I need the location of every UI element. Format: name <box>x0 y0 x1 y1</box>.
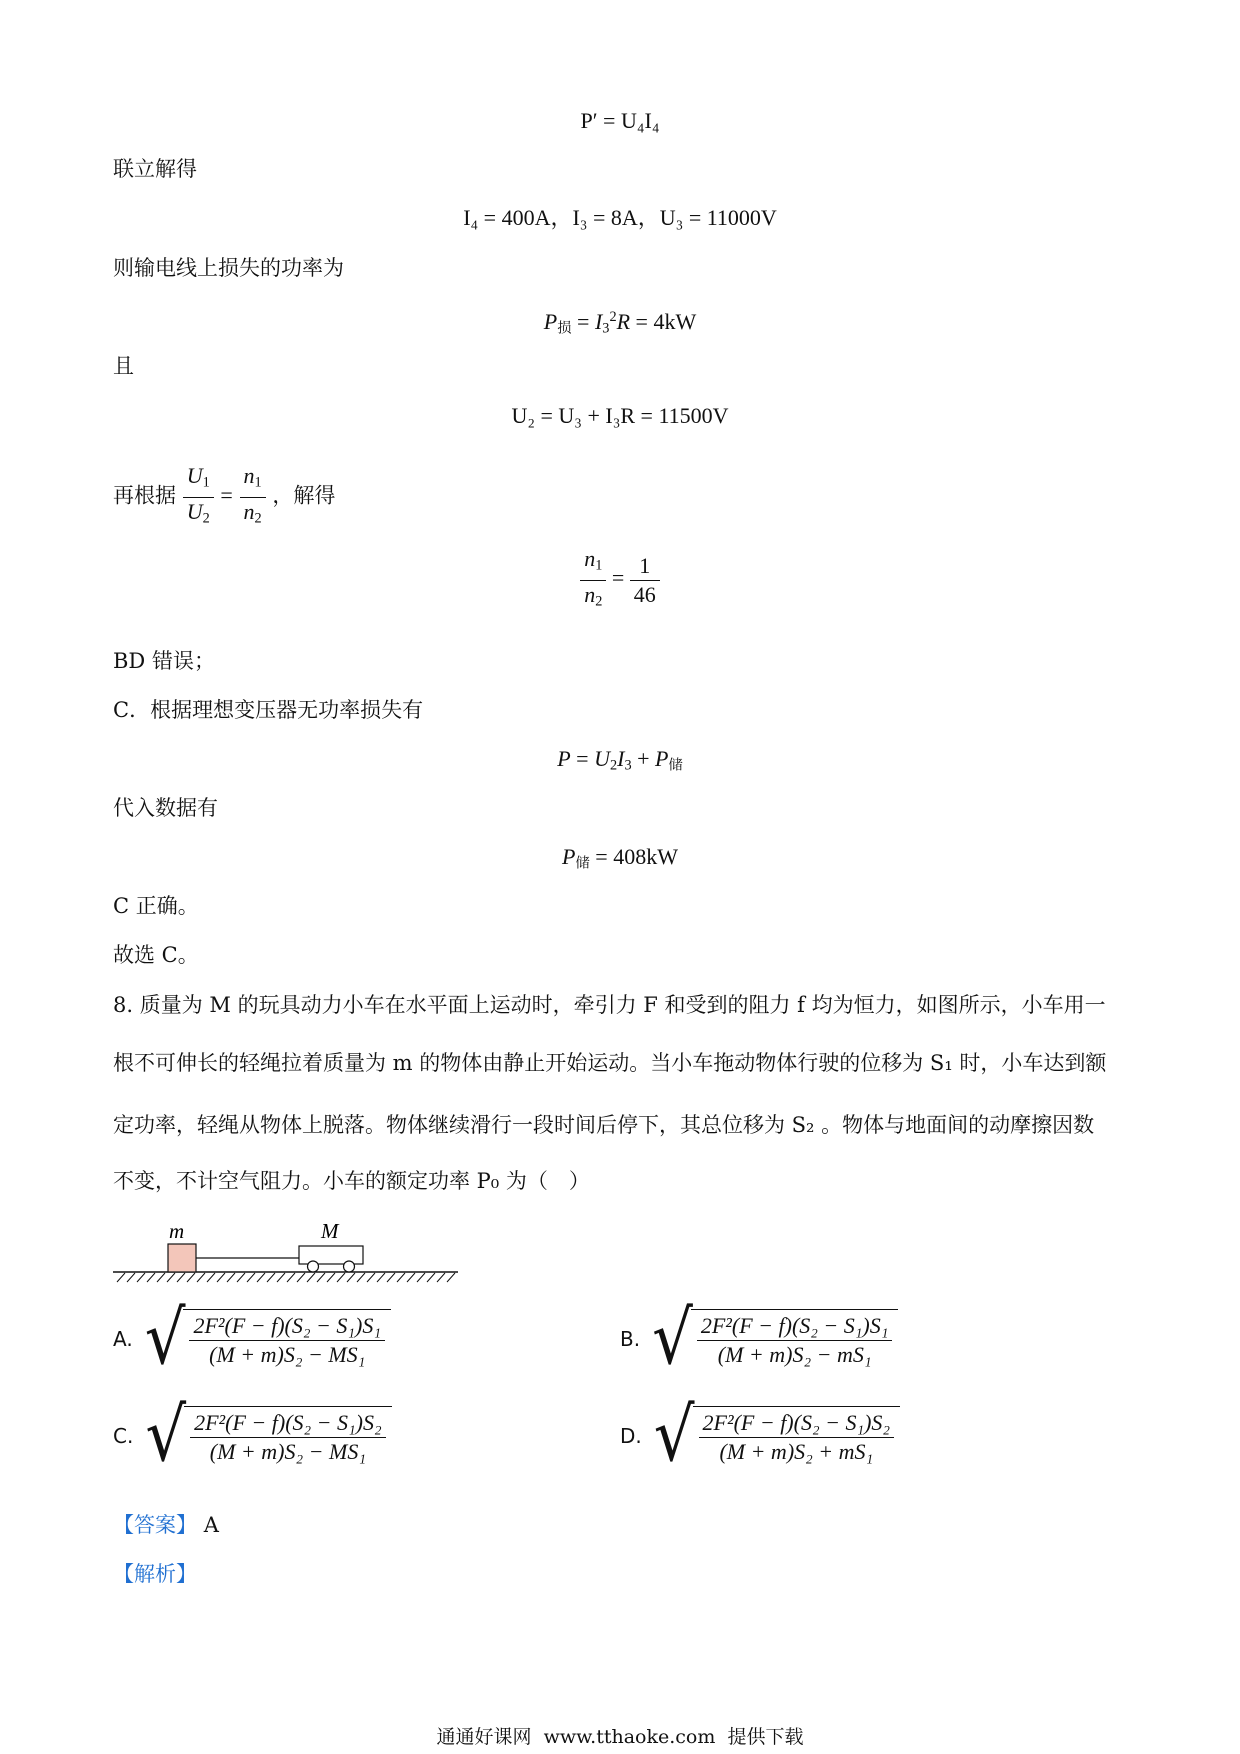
option-a[interactable]: A. √ $\frac{\text{2F²(F − f)(S₂ − S₁)S₁}}{\text{(M + m)S₂ − MS₁}}$ <box>113 1307 391 1371</box>
text-again: 再根据 $\frac{U_1}{U_2}$ = $\frac{n_1}{n_2}$ ，解得 <box>113 462 335 526</box>
option-d-denominator: (M + m)S₂ + mS₁ <box>719 1439 874 1464</box>
text-substitute: 代入数据有 <box>113 796 218 820</box>
p-loss-subscript: 损 <box>557 320 572 337</box>
equation-u2: U₂ = U₃ + I₃R = 11500V <box>511 403 729 428</box>
answer-value: A <box>203 1513 219 1537</box>
text-combine: 联立解得 <box>113 157 197 181</box>
option-d-numerator: 2F²(F − f)(S₂ − S₁)S₂ <box>699 1409 895 1438</box>
option-c-denominator: (M + m)S₂ − MS₁ <box>209 1439 366 1464</box>
label-m: m <box>169 1219 185 1243</box>
p-store-result: = 408kW <box>595 844 678 869</box>
answer-tag: 【答案】 <box>113 1513 197 1537</box>
text-loss-intro: 则输电线上损失的功率为 <box>113 256 344 280</box>
ground-hatching <box>117 1273 455 1282</box>
analysis-tag: 【解析】 <box>113 1562 197 1586</box>
equation-p-total: $P = U_2I_3 + P_储$ <box>557 746 683 774</box>
answer-line <box>113 1512 219 1538</box>
cart-wheel-left <box>308 1261 319 1272</box>
option-c[interactable]: C. √ $\frac{\text{2F²(F − f)(S₂ − S₁)S₂}}{\text{(M + m)S₂ − MS₁}}$ <box>113 1404 392 1468</box>
fraction-u1-u2: $\frac{U_1}{U_2}$ <box>183 462 214 532</box>
text-and: 且 <box>113 354 134 378</box>
equation-values: I₄ = 400A，I₃ = 8A，U₃ = 11000V <box>463 205 777 230</box>
equation-ratio: $\frac{n_1}{n_2}$ = $\frac{1}{46}$ <box>0 545 1240 615</box>
question-line-1: 8. 质量为 M 的玩具动力小车在水平面上运动时，牵引力 F 和受到的阻力 f 均为恒力，如图所示，小车用一 <box>113 993 1106 1017</box>
fraction-n1-n2: $\frac{n_1}{n_2}$ <box>240 462 266 532</box>
equation-p-store: $P_储 = 408kW$ <box>562 844 678 872</box>
option-b-numerator: 2F²(F − f)(S₂ − S₁)S₁ <box>697 1312 893 1341</box>
footer-url[interactable]: www.tthaoke.com <box>543 1726 716 1748</box>
text-c-correct: C 正确。 <box>113 894 199 918</box>
question-line-3: 定功率，轻绳从物体上脱落。物体继续滑行一段时间后停下，其总位移为 S₂ 。物体与地面间的动摩擦因数 <box>113 1113 1095 1137</box>
option-b[interactable]: B. √ $\frac{\text{2F²(F − f)(S₂ − S₁)S₁}}{\text{(M + m)S₂ − mS₁}}$ <box>620 1307 898 1371</box>
p-loss-result: = 4kW <box>635 308 697 334</box>
equation-p-prime: P′ = U₄I₄ <box>580 108 660 133</box>
again-prefix: 再根据 <box>113 483 176 508</box>
option-c-numerator: 2F²(F − f)(S₂ − S₁)S₂ <box>190 1409 386 1438</box>
p-store-subscript: 储 <box>668 757 683 774</box>
footer-provide: 提供下载 <box>727 1726 804 1748</box>
footer <box>0 1722 1240 1749</box>
ratio-denominator: 46 <box>633 581 656 607</box>
analysis-line <box>113 1561 197 1587</box>
text-choose: 故选 C。 <box>113 943 199 967</box>
option-a-denominator: (M + m)S₂ − MS₁ <box>209 1342 366 1367</box>
option-a-numerator: 2F²(F − f)(S₂ − S₁)S₁ <box>189 1312 385 1341</box>
footer-site: 通通好课网 <box>436 1726 532 1748</box>
ratio-numerator: 1 <box>630 552 660 581</box>
equation-p-loss: $P_损 = I_3^2R = 4kW$ <box>543 308 697 337</box>
text-bd-wrong: BD 错误； <box>113 649 215 673</box>
block-m <box>168 1244 196 1272</box>
question-line-4: 不变，不计空气阻力。小车的额定功率 P₀ 为（ ） <box>113 1169 590 1193</box>
option-d[interactable]: D. √ $\frac{\text{2F²(F − f)(S₂ − S₁)S₂}}{\text{(M + m)S₂ + mS₁}}$ <box>620 1404 900 1468</box>
question-figure <box>113 1218 463 1288</box>
cart-wheel-right <box>344 1261 355 1272</box>
option-b-denominator: (M + m)S₂ − mS₁ <box>717 1342 872 1367</box>
label-M: M <box>321 1219 339 1243</box>
cart-body <box>299 1246 363 1264</box>
text-c-reason: C．根据理想变压器无功率损失有 <box>113 698 424 722</box>
question-line-2: 根不可伸长的轻绳拉着质量为 m 的物体由静止开始运动。当小车拖动物体行驶的位移为 S₁ 时，小车达到额 <box>113 1051 1107 1075</box>
again-suffix: ，解得 <box>272 483 336 508</box>
